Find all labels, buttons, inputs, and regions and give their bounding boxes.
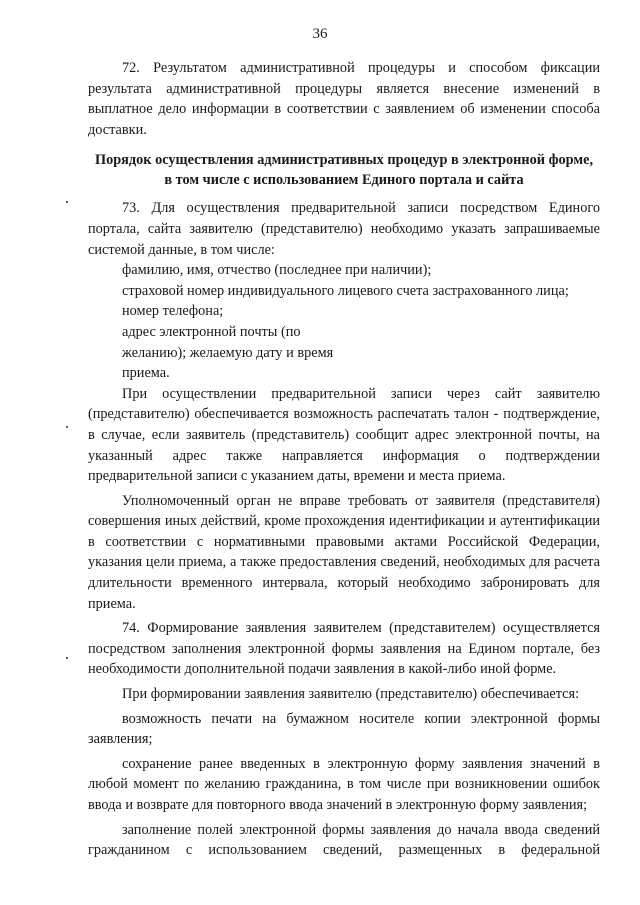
- section-heading: [88, 150, 600, 190]
- list-item-email: адрес электронной почты (по: [122, 323, 301, 340]
- list-item-date-time: желанию); желаемую дату и время: [122, 344, 334, 361]
- section-heading-line-1: Порядок осуществления административных процедур в электронной форме,: [94, 152, 594, 169]
- page-number: 36: [312, 26, 328, 42]
- paragraph-73-authority: Уполномоченный орган не вправе требовать от заявителя (представителя) совершения иных действий, кроме прохождения идентификации и аутентификации в соответствии с нормативными правовыми актами Российской Федерации, указания цели приема, а также предоставления сведений, необходимых для расчета длительности временного интервала, который необходимо забронировать для приема.: [88, 492, 600, 612]
- scan-speck: [66, 426, 68, 428]
- paragraph-73-preregistration: При осуществлении предварительной записи через сайт заявителю (представителю) обеспечивается возможность распечатать талон - подтверждение, в случае, если заявитель (представитель) сообщит адрес электронной почты, на указанный адрес также направляется информация о подтверждении предварительной записи с указанием даты, времени и места приема.: [88, 385, 600, 485]
- paragraph-74-print: возможность печати на бумажном носителе копии электронной формы заявления;: [88, 710, 600, 748]
- paragraph-74-save: сохранение ранее введенных в электронную форму заявления значений в любой момент по желанию гражданина, в том числе при возникновении ошибок ввода и возврате для повторного ввода значений в электронную форму заявления;: [88, 755, 600, 813]
- paragraph-72: 72. Результатом административной процедуры и способом фиксации результата административной процедуры является внесение изменений в выплатное дело информации в соответствии с заявлением об изменении способа доставки.: [88, 60, 600, 138]
- scan-speck: [66, 657, 68, 659]
- page-content: [88, 58, 600, 861]
- list-item-phone: номер телефона;: [122, 303, 224, 320]
- paragraph-74: 74. Формирование заявления заявителем (представителем) осуществляется посредством заполнения электронной формы заявления на Едином портале, без необходимости дополнительной подачи заявления в какой-либо иной форме.: [88, 620, 600, 678]
- scan-speck: [66, 201, 68, 203]
- section-heading-line-2: в том числе с использованием Единого портала и сайта: [164, 172, 524, 189]
- paragraph-74-autofill: заполнение полей электронной формы заявления до начала ввода сведений гражданином с использованием сведений, размещенных в федеральной: [88, 821, 600, 859]
- list-item-reception: приема.: [122, 365, 170, 382]
- list-item-full-name: фамилию, имя, отчество (последнее при наличии);: [122, 262, 432, 279]
- list-item-snils: страховой номер индивидуального лицевого счета застрахованного лица;: [122, 282, 569, 299]
- paragraph-73: 73. Для осуществления предварительной записи посредством Единого портала, сайта заявителю (представителю) необходимо указать запрашиваемые системой данные, в том числе:: [88, 200, 600, 258]
- paragraph-74-provided: При формировании заявления заявителю (представителю) обеспечивается:: [122, 686, 580, 703]
